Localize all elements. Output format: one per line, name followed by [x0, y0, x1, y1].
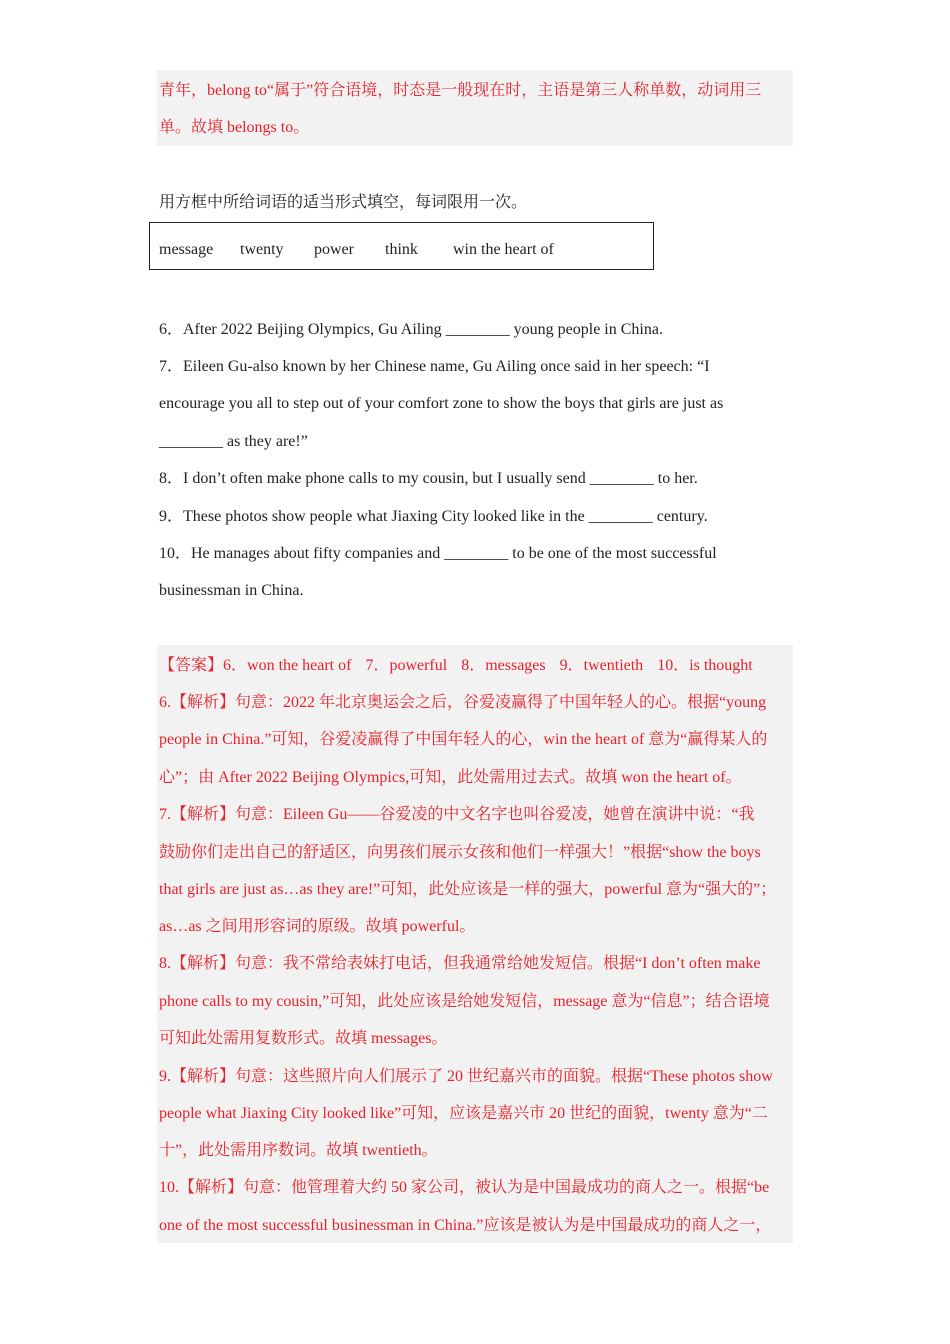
analysis-line: 9.【解析】句意：这些照片向人们展示了 20 世纪嘉兴市的面貌。根据“These photos show	[159, 1068, 773, 1085]
question-6: 6．After 2022 Beijing Olympics, Gu Ailing ________ young people in China.	[159, 321, 663, 338]
question-9: 9．These photos show people what Jiaxing City looked like in the ________ century.	[159, 508, 708, 525]
question-8: 8．I don’t often make phone calls to my cousin, but I usually send ________ to her.	[159, 470, 698, 487]
question-10-line-2: businessman in China.	[159, 582, 304, 599]
prev-analysis-line-2: 单。故填 belongs to。	[159, 119, 310, 136]
answer-item-8: 8．messages	[461, 657, 546, 674]
answer-item-9: 9．twentieth	[559, 657, 644, 674]
answer-label: 【答案】	[159, 657, 224, 674]
word-win-the-heart-of: win the heart of	[453, 241, 554, 258]
analysis-line: 可知此处需用复数形式。故填 messages。	[159, 1030, 448, 1047]
answer-line	[159, 655, 753, 677]
answer-item-7: 7．powerful	[365, 657, 448, 674]
analysis-line: 心”；由 After 2022 Beijing Olympics,可知，此处需用过去式。故填 won the heart of。	[159, 769, 742, 786]
word-box	[149, 222, 654, 270]
answer-item-10: 10．is thought	[657, 657, 753, 674]
analysis-line: people what Jiaxing City looked like”可知，应该是嘉兴市 20 世纪的面貌，twenty 意为“二	[159, 1105, 768, 1122]
analysis-line: as…as 之间用形容词的原级。故填 powerful。	[159, 918, 476, 935]
word-message: message	[159, 241, 214, 258]
analysis-line: people in China.”可知，谷爱凌赢得了中国年轻人的心，win the heart of 意为“赢得某人的	[159, 731, 768, 748]
answer-item-6: 6．won the heart of	[223, 657, 352, 674]
analysis-line: phone calls to my cousin,”可知，此处应该是给她发短信，message 意为“信息”；结合语境	[159, 993, 770, 1010]
analysis-line: 10.【解析】句意：他管理着大约 50 家公司，被认为是中国最成功的商人之一。根据“be	[159, 1179, 770, 1196]
instruction-text: 用方框中所给词语的适当形式填空，每词限用一次。	[159, 194, 528, 211]
question-10-line-1: 10．He manages about fifty companies and ________ to be one of the most successful	[159, 545, 717, 562]
analysis-line: one of the most successful businessman in China.”应该是被认为是中国最成功的商人之一，	[159, 1217, 772, 1234]
word-twenty: twenty	[240, 241, 284, 258]
analysis-line: that girls are just as…as they are!”可知，此处应该是一样的强大，powerful 意为“强大的”；	[159, 881, 777, 898]
word-power: power	[314, 241, 354, 258]
analysis-line: 7.【解析】句意：Eileen Gu——谷爱凌的中文名字也叫谷爱凌，她曾在演讲中说：“我	[159, 806, 755, 823]
question-7-line-1: 7．Eileen Gu-also known by her Chinese name, Gu Ailing once said in her speech: “I	[159, 358, 710, 375]
question-7-line-3: ________ as they are!”	[159, 433, 308, 450]
prev-analysis-line-1: 青年，belong to“属于”符合语境，时态是一般现在时，主语是第三人称单数，动词用三	[159, 82, 762, 99]
analysis-line: 8.【解析】句意：我不常给表妹打电话，但我通常给她发短信。根据“I don’t often make	[159, 955, 761, 972]
word-think: think	[385, 241, 418, 258]
analysis-line: 十”，此处需用序数词。故填 twentieth。	[159, 1142, 438, 1159]
question-7-line-2: encourage you all to step out of your comfort zone to show the boys that girls are just as	[159, 395, 724, 412]
analysis-line: 6.【解析】句意：2022 年北京奥运会之后，谷爱凌赢得了中国年轻人的心。根据“young	[159, 694, 767, 711]
analysis-line: 鼓励你们走出自己的舒适区，向男孩们展示女孩和他们一样强大！”根据“show the boys	[159, 844, 761, 861]
